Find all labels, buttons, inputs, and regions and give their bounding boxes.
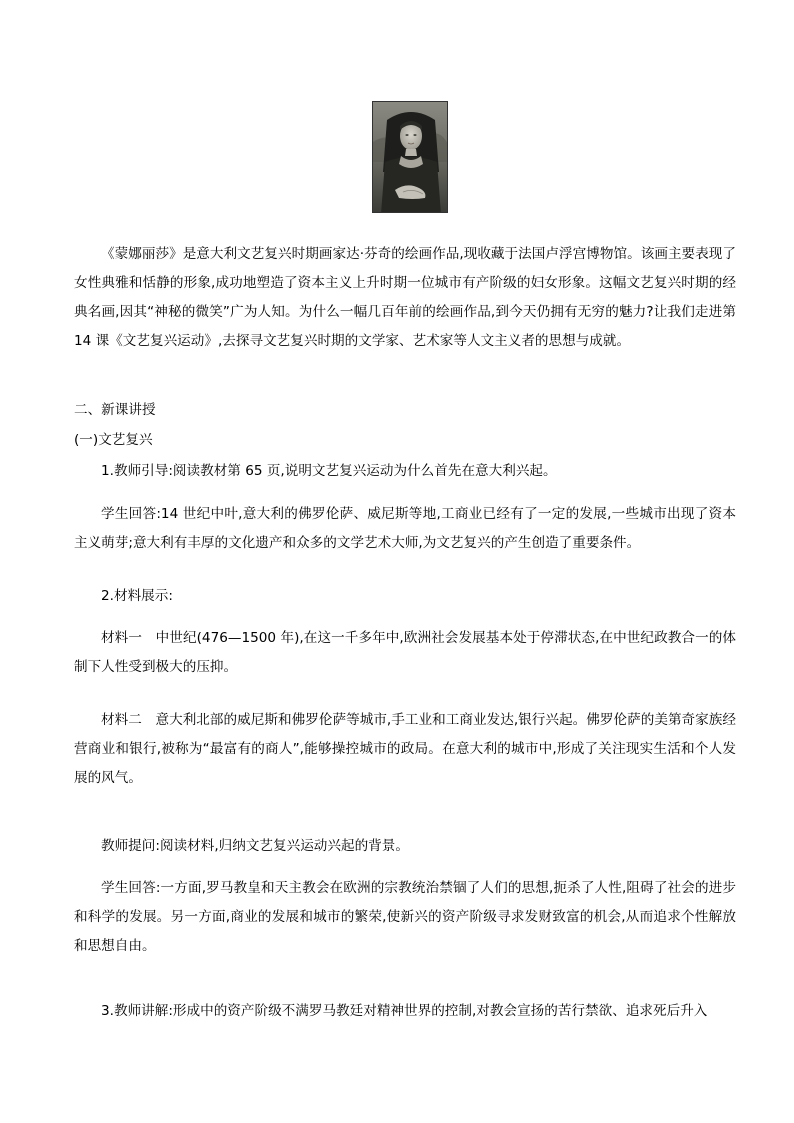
paragraph-8: 3.教师讲解:形成中的资产阶级不满罗马教廷对精神世界的控制,对教会宣扬的苦行禁欲、追求死后升入 [101, 1003, 708, 1019]
paragraph-3: 2.材料展示: [101, 588, 173, 604]
section-subheading: (一)文艺复兴 [74, 432, 153, 448]
paragraph-7: 学生回答:一方面,罗马教皇和天主教会在欧洲的宗教统治禁锢了人们的思想,扼杀了人性,阻碍了社会的进步和科学的发展。另一方面,商业的发展和城市的繁荣,使新兴的资产阶级寻求发财致富的机会,从而追求个性解放和思想自由。 [74, 880, 736, 954]
paragraph-1: 1.教师引导:阅读教材第 65 页,说明文艺复兴运动为什么首先在意大利兴起。 [101, 463, 557, 479]
section-heading: 二、新课讲授 [74, 402, 156, 418]
paragraph-5: 材料二 意大利北部的威尼斯和佛罗伦萨等城市,手工业和工商业发达,银行兴起。佛罗伦萨的美第奇家族经营商业和银行,被称为“最富有的商人”,能够操控城市的政局。在意大利的城市中,形成了关注现实生活和个人发展的风气。 [74, 712, 736, 786]
paragraph-4: 材料一 中世纪(476—1500 年),在这一千多年中,欧洲社会发展基本处于停滞状态,在中世纪政教合一的体制下人性受到极大的压抑。 [74, 630, 736, 675]
paragraph-2: 学生回答:14 世纪中叶,意大利的佛罗伦萨、威尼斯等地,工商业已经有了一定的发展,一些城市出现了资本主义萌芽;意大利有丰厚的文化遗产和众多的文学艺术大师,为文艺复兴的产生创造了重要条件。 [74, 506, 736, 551]
intro-paragraph: 《蒙娜丽莎》是意大利文艺复兴时期画家达·芬奇的绘画作品,现收藏于法国卢浮宫博物馆。该画主要表现了女性典雅和恬静的形象,成功地塑造了资本主义上升时期一位城市有产阶级的妇女形象。这幅文艺复兴时期的经典名画,因其“神秘的微笑”广为人知。为什么一幅几百年前的绘画作品,到今天仍拥有无穷的魅力?让我们走进第 14 课《文艺复兴运动》,去探寻文艺复兴时期的文学家、艺术家等人文主义者的思想与成就。 [74, 246, 736, 349]
portrait-image [373, 102, 448, 213]
mona-lisa-portrait [372, 101, 448, 213]
paragraph-6: 教师提问:阅读材料,归纳文艺复兴运动兴起的背景。 [101, 838, 409, 854]
